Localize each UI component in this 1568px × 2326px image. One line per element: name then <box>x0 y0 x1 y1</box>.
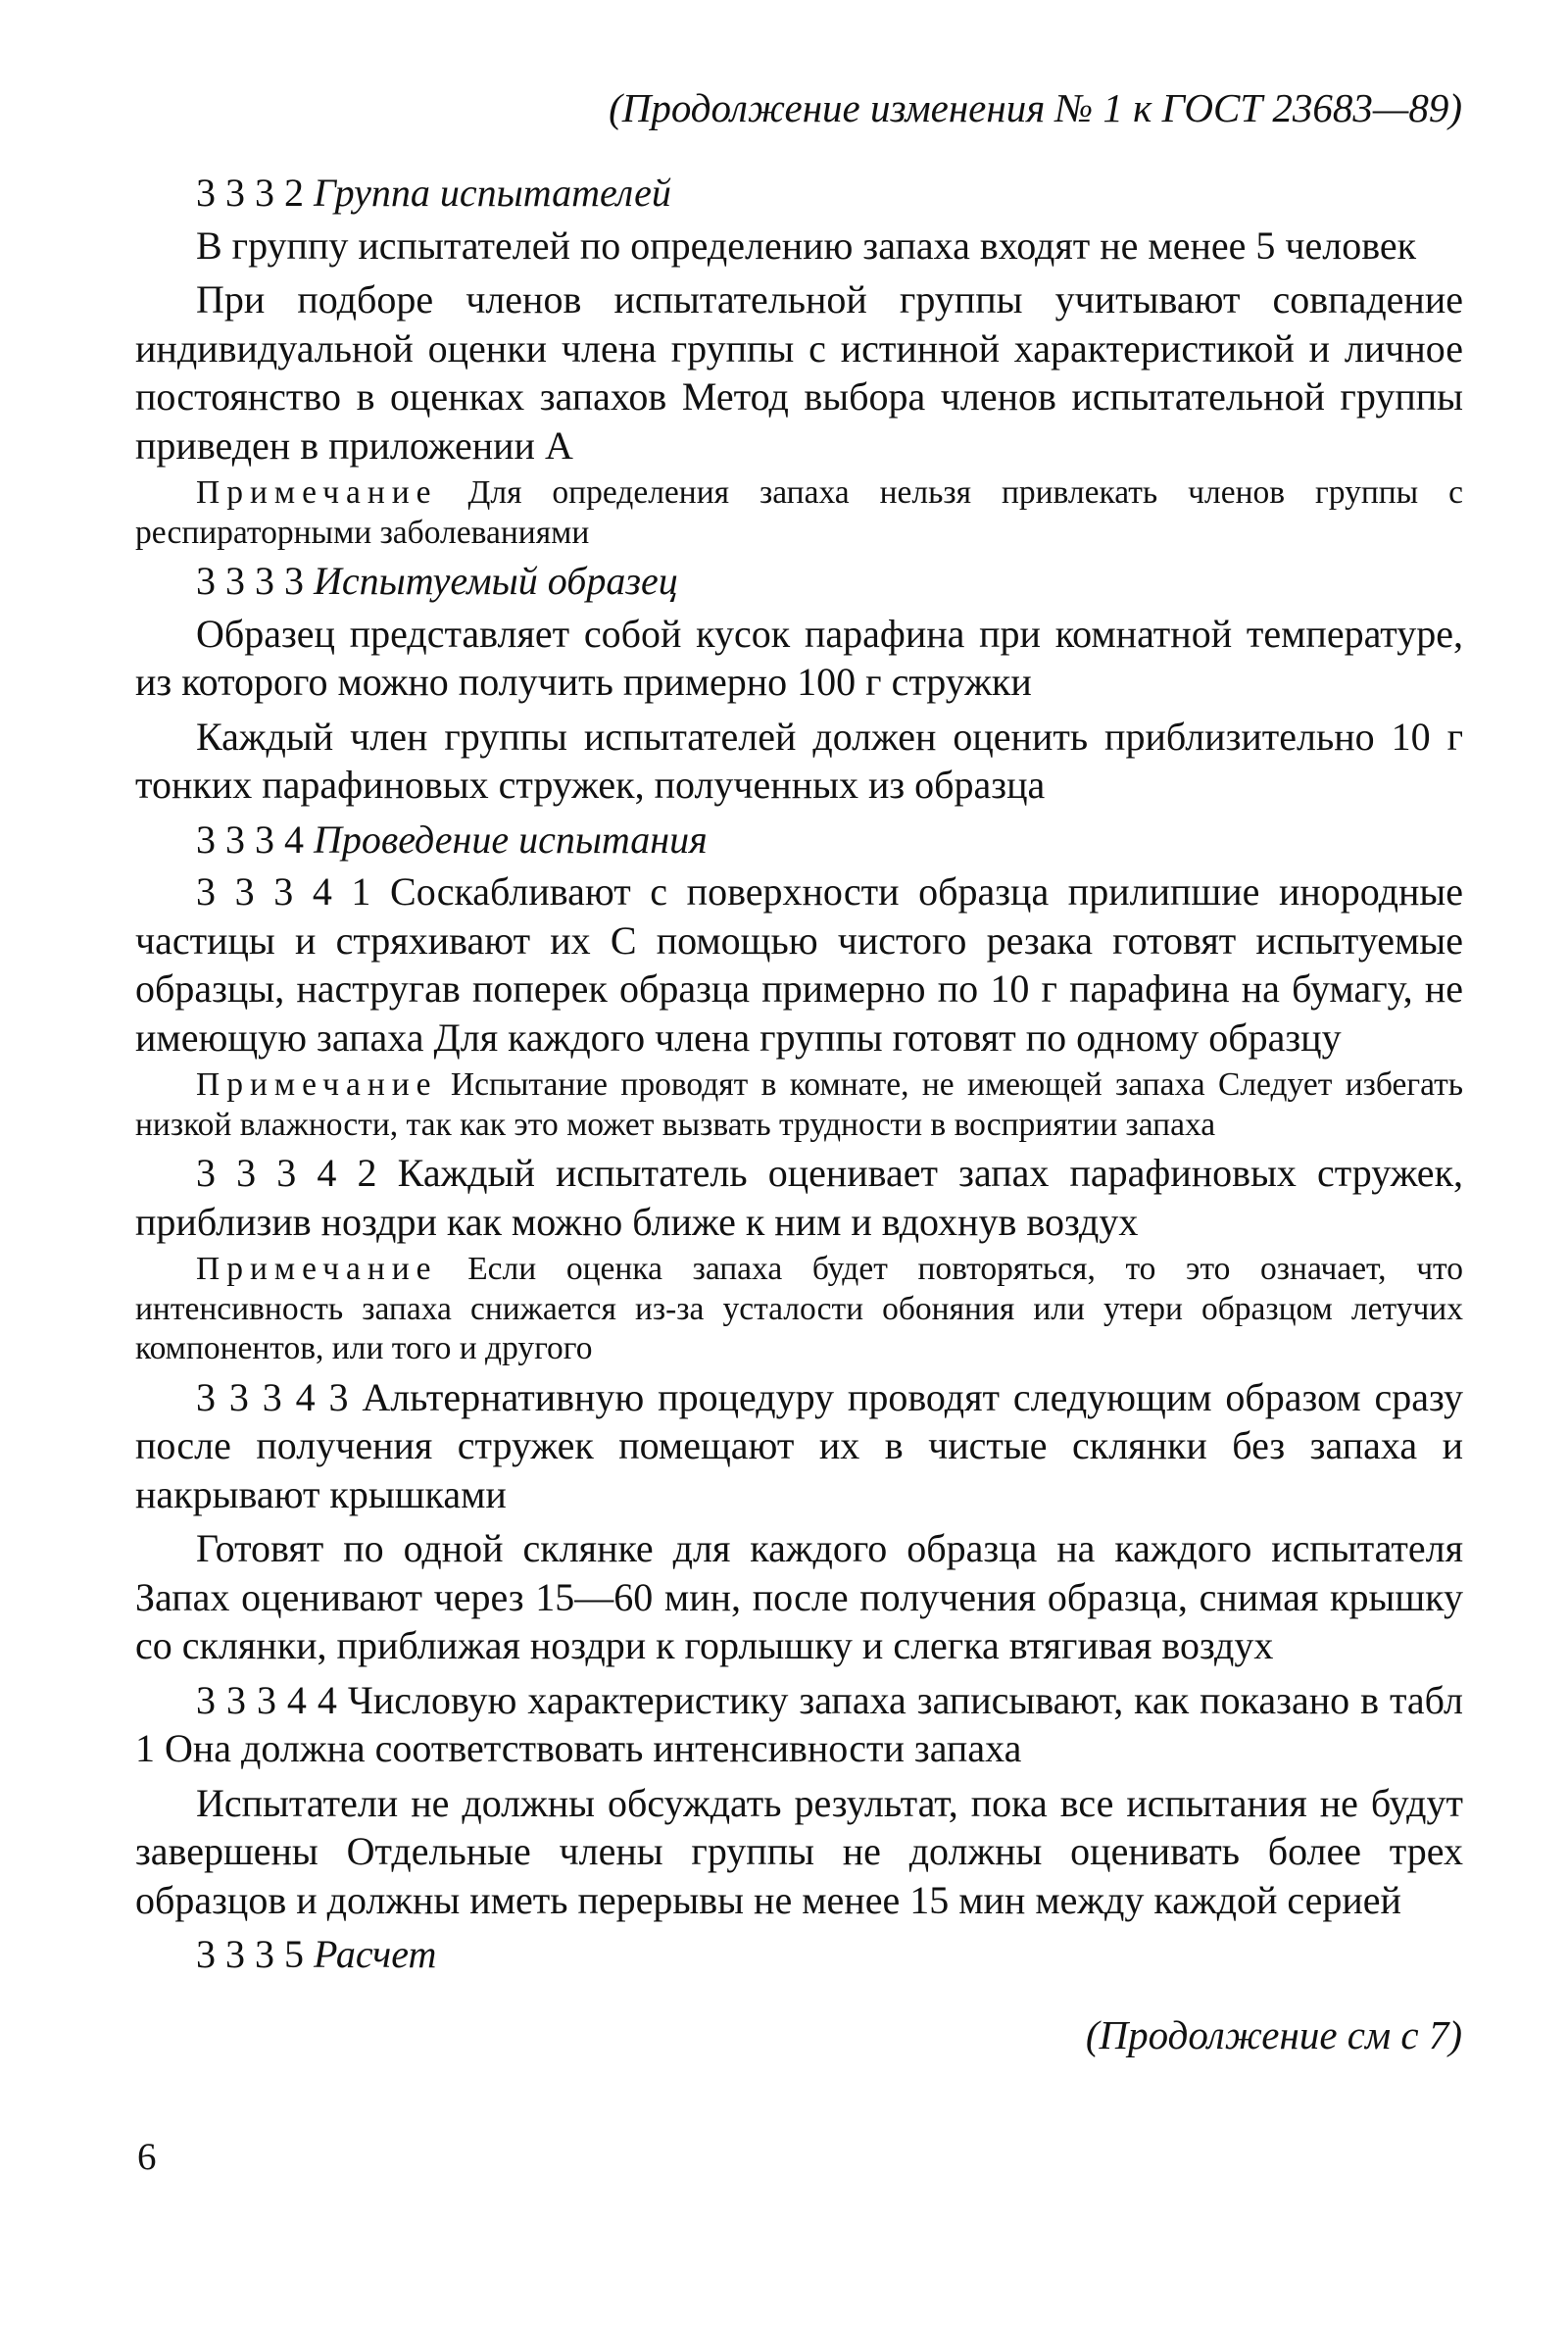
section-heading-3334 <box>135 816 1463 865</box>
continuation-header: (Продолжение изменения № 1 к ГОСТ 23683—89) <box>609 85 1462 130</box>
note-text: Испытание проводят в комнате, не имеющей запаха Следует избегать низкой влажности, так как это может вызвать трудности в восприятии запаха <box>135 1066 1463 1143</box>
continuation-footer: (Продолжение см с 7) <box>1085 2012 1462 2057</box>
note-text: Если оценка запаха будет повторяться, то это означает, что интенсивность запаха снижается из-за усталости обоняния или утери образцом летучих компонентов, или того и другого <box>135 1251 1463 1366</box>
section-title: Расчет <box>314 1932 437 1976</box>
note-text: Для определения запаха нельзя привлекать членов группы с респираторными заболеваниями <box>135 474 1463 551</box>
paragraph: Образец представляет собой кусок парафина при комнатной температуре, из которого можно получить примерно 100 г стружки <box>135 611 1463 704</box>
paragraph: Готовят по одной склянке для каждого образца на каждого испытателя Запах оценивают через 15—60 мин, после получения образца, снимая крышку со склянки, приближая ноздри к горлышку и слегка втягивая воздух <box>135 1526 1463 1667</box>
section-heading-3335 <box>135 1930 1463 1979</box>
section-number: 3 3 3 2 <box>196 171 304 215</box>
page-number: 6 <box>137 2136 157 2178</box>
section-heading-3333 <box>135 557 1463 606</box>
paragraph-33343: 3 3 3 4 3 Альтернативную процедуру проводят следующим образом сразу после получения стружек помещают их в чистые склянки без запаха и накрывают крышками <box>135 1374 1463 1516</box>
document-body <box>135 169 1463 1983</box>
section-title: Группа испытателей <box>314 171 671 215</box>
section-title: Проведение испытания <box>314 817 708 862</box>
paragraph: Испытатели не должны обсуждать результат, пока все испытания не будут завершены Отдельные члены группы не должны оценивать более трех образцов и должны иметь перерывы не менее 15 мин между каждой серией <box>135 1780 1463 1922</box>
paragraph-33342: 3 3 3 4 2 Каждый испытатель оценивает запах парафиновых стружек, приблизив ноздри как можно ближе к ним и вдохнув воздух <box>135 1151 1463 1244</box>
note-label: Примечание <box>196 1066 438 1103</box>
note <box>135 473 1463 553</box>
paragraph: При подборе членов испытательной группы учитывают совпадение индивидуальной оценки члена группы с истинной характеристикой и личное постоянство в оценках запахов Метод выбора членов испытательной группы приведен в приложении А <box>135 277 1463 468</box>
section-number: 3 3 3 3 <box>196 559 304 603</box>
paragraph-33344: 3 3 3 4 4 Числовую характеристику запаха записывают, как показано в табл 1 Она должна соответствовать интенсивности запаха <box>135 1677 1463 1770</box>
note <box>135 1250 1463 1369</box>
section-heading-3332 <box>135 169 1463 218</box>
section-number: 3 3 3 5 <box>196 1932 304 1976</box>
note <box>135 1065 1463 1145</box>
note-label: Примечание <box>196 1251 438 1287</box>
paragraph: В группу испытателей по определению запаха входят не менее 5 человек <box>196 223 1417 268</box>
paragraph-33341: 3 3 3 4 1 Соскабливают с поверхности образца прилипшие инородные частицы и стряхивают их С помощью чистого резака готовят испытуемые образцы, настругав поперек образца примерно по 10 г парафина на бумагу, не имеющую запаха Для каждого члена группы готовят по одному образцу <box>135 869 1463 1060</box>
section-number: 3 3 3 4 <box>196 817 304 862</box>
section-title: Испытуемый образец <box>314 559 678 603</box>
note-label: Примечание <box>196 474 438 511</box>
paragraph: Каждый член группы испытателей должен оценить приблизительно 10 г тонких парафиновых стружек, полученных из образца <box>135 714 1463 807</box>
